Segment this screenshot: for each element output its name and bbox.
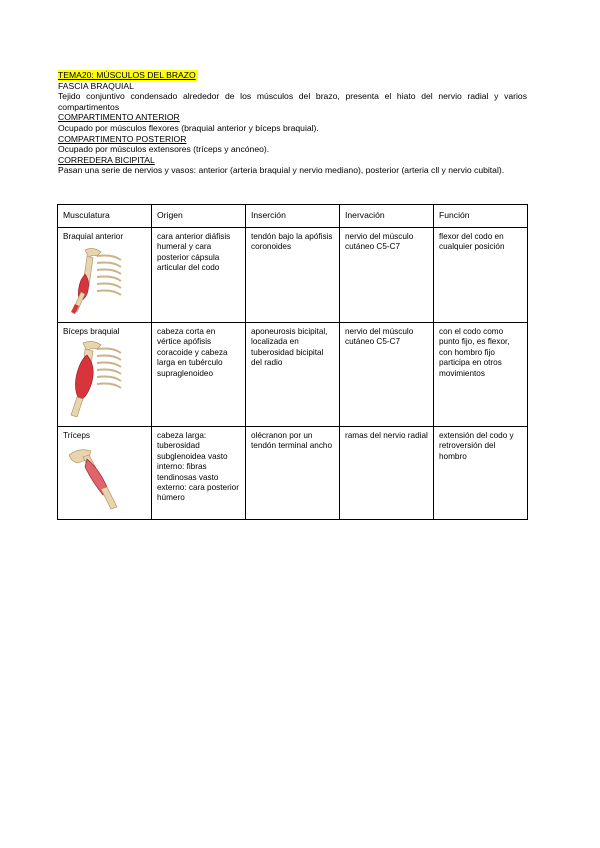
triceps-illustration bbox=[63, 445, 127, 511]
table-header-row bbox=[58, 205, 528, 228]
table-row bbox=[58, 323, 528, 427]
corredera-text: Pasan una serie de nervios y vasos: anterior (arteria braquial y nervio mediano), posterior (arteria cll y nervio cubital). bbox=[58, 165, 505, 176]
fascia-text: Tejido conjuntivo condensado alrededor de los músculos del brazo, presenta el hiato del nervio radial y varios compartimentos bbox=[58, 91, 527, 112]
table-row bbox=[58, 427, 528, 520]
header-origen: Origen bbox=[152, 205, 246, 228]
muscles-table bbox=[57, 204, 528, 520]
corredera-heading: CORREDERA BICIPITAL bbox=[58, 154, 155, 165]
posterior-text: Ocupado por músculos extensores (tríceps y ancóneo). bbox=[58, 144, 270, 155]
muscle-name: Tríceps bbox=[63, 431, 90, 440]
insercion-cell: tendón bajo la apófisis coronoides bbox=[246, 228, 340, 323]
document-title: TEMA20: MÚSCULOS DEL BRAZO bbox=[58, 70, 196, 80]
braquial-anterior-illustration bbox=[63, 246, 123, 314]
posterior-heading: COMPARTIMENTO POSTERIOR bbox=[58, 133, 187, 144]
muscle-name: Braquial anterior bbox=[63, 232, 124, 241]
origen-cell: cabeza larga: tuberosidad subglenoidea vasto interno: fibras tendinosas vasto externo: cara posterior húmero bbox=[152, 427, 246, 520]
fascia-heading: FASCIA BRAQUIAL bbox=[58, 80, 134, 91]
biceps-braquial-illustration bbox=[63, 341, 123, 419]
header-funcion: Función bbox=[434, 205, 528, 228]
origen-cell: cara anterior diáfisis humeral y cara posterior cápsula articular del codo bbox=[152, 228, 246, 323]
muscle-cell bbox=[58, 323, 152, 427]
inervacion-cell: nervio del músculo cutáneo C5-C7 bbox=[340, 323, 434, 427]
table-row bbox=[58, 228, 528, 323]
header-inervacion: Inervación bbox=[340, 205, 434, 228]
muscle-name: Bíceps braquial bbox=[63, 327, 120, 336]
muscle-cell bbox=[58, 228, 152, 323]
funcion-cell: flexor del codo en cualquier posición bbox=[434, 228, 528, 323]
insercion-cell: aponeurosis bicipital, localizada en tuberosidad bicipital del radio bbox=[246, 323, 340, 427]
header-insercion: Inserción bbox=[246, 205, 340, 228]
inervacion-cell: ramas del nervio radial bbox=[340, 427, 434, 520]
muscle-cell bbox=[58, 427, 152, 520]
inervacion-cell: nervio del músculo cutáneo C5-C7 bbox=[340, 228, 434, 323]
anterior-heading: COMPARTIMENTO ANTERIOR bbox=[58, 112, 180, 123]
document-body bbox=[58, 70, 527, 176]
funcion-cell: extensión del codo y retroversión del hombro bbox=[434, 427, 528, 520]
insercion-cell: olécranon por un tendón terminal ancho bbox=[246, 427, 340, 520]
funcion-cell: con el codo como punto fijo, es flexor, con hombro fijo participa en otros movimientos bbox=[434, 323, 528, 427]
anterior-text: Ocupado por músculos flexores (braquial anterior y bíceps braquial). bbox=[58, 122, 319, 133]
header-musculatura: Musculatura bbox=[58, 205, 152, 228]
origen-cell: cabeza corta en vértice apófisis coracoide y cabeza larga en tubérculo supraglenoideo bbox=[152, 323, 246, 427]
